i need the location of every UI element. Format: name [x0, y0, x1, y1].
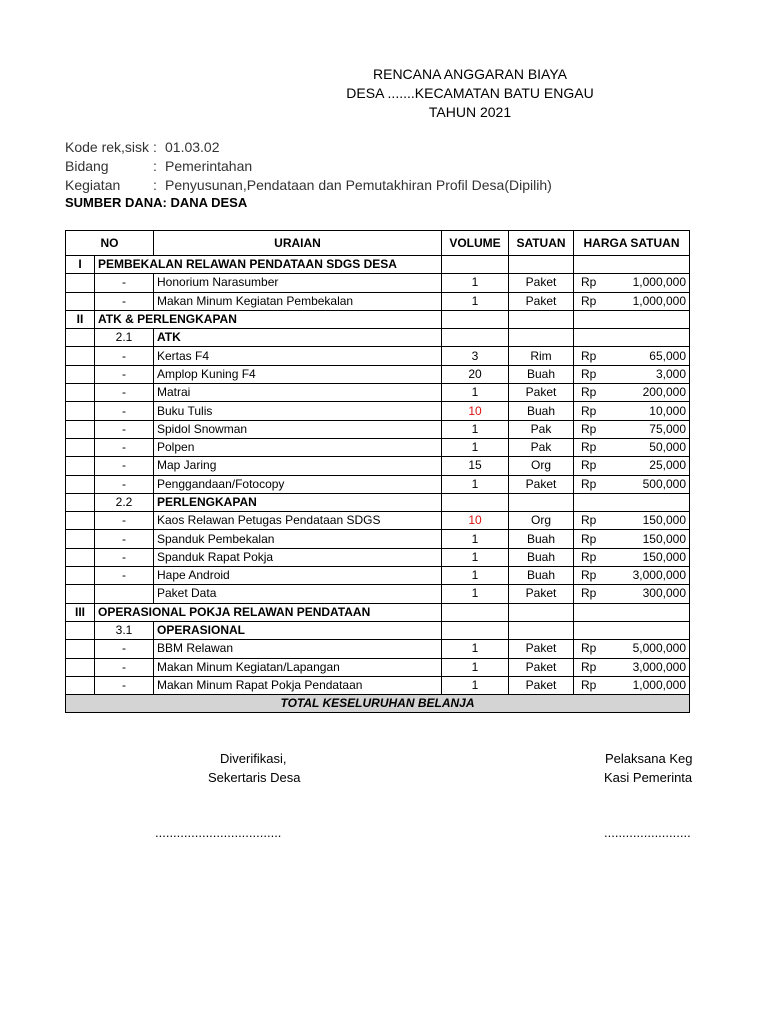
item-harga: 150,000: [642, 531, 686, 546]
item-harga-wrap: [577, 549, 686, 566]
item-volume: 1: [442, 420, 509, 438]
item-satuan: Paket: [509, 292, 574, 310]
item-rp: Rp: [581, 458, 597, 473]
item-rp: Rp: [581, 641, 597, 656]
item-volume: 1: [442, 292, 509, 310]
item-harga-cell: [574, 274, 690, 292]
item-rp: Rp: [581, 421, 597, 436]
info-label: Bidang: [65, 158, 109, 174]
doc-title-line1: RENCANA ANGGARAN BIAYA: [373, 66, 567, 82]
subsection-row: [66, 329, 690, 347]
item-uraian: Map Jaring: [154, 457, 442, 475]
item-satuan: Buah: [509, 402, 574, 420]
item-harga-cell: [574, 457, 690, 475]
info-value: 01.03.02: [165, 139, 220, 155]
item-satuan: Paket: [509, 640, 574, 658]
item-volume: 1: [442, 640, 509, 658]
section-title: ATK & PERLENGKAPAN: [95, 310, 442, 328]
item-uraian: Matrai: [154, 384, 442, 402]
item-satuan: Pak: [509, 438, 574, 456]
item-harga-wrap: [577, 567, 686, 584]
empty-cell: [66, 384, 95, 402]
item-harga-cell: [574, 365, 690, 383]
item-row: [66, 347, 690, 365]
empty-cell: [66, 438, 95, 456]
item-row: [66, 475, 690, 493]
item-satuan: Buah: [509, 530, 574, 548]
item-rp: Rp: [581, 549, 597, 564]
sig-left-line1: Diverifikasi,: [220, 751, 287, 766]
item-uraian: Spanduk Pembekalan: [154, 530, 442, 548]
item-harga: 5,000,000: [632, 641, 686, 656]
empty-cell: [66, 347, 95, 365]
item-no: -: [95, 438, 154, 456]
item-satuan: Buah: [509, 365, 574, 383]
item-rp: Rp: [581, 275, 597, 290]
subsection-title: ATK: [154, 329, 442, 347]
item-volume: 1: [442, 548, 509, 566]
item-harga-cell: [574, 512, 690, 530]
item-harga-wrap: [577, 659, 686, 676]
item-harga-cell: [574, 658, 690, 676]
item-harga: 3,000,000: [632, 568, 686, 583]
empty-cell: [509, 493, 574, 511]
item-harga-cell: [574, 475, 690, 493]
empty-cell: [509, 256, 574, 274]
item-satuan: Buah: [509, 567, 574, 585]
info-sep: :: [153, 158, 157, 174]
item-harga-wrap: [577, 366, 686, 383]
item-satuan: Buah: [509, 548, 574, 566]
section-title: PEMBEKALAN RELAWAN PENDATAAN SDGS DESA: [95, 256, 442, 274]
item-harga-wrap: [577, 293, 686, 310]
item-harga: 50,000: [649, 440, 686, 455]
empty-cell: [66, 548, 95, 566]
subsection-no: 3.1: [95, 621, 154, 639]
info-kode-rek: [65, 139, 220, 155]
item-uraian: Makan Minum Kegiatan/Lapangan: [154, 658, 442, 676]
item-harga-cell: [574, 640, 690, 658]
item-rp: Rp: [581, 385, 597, 400]
item-harga-cell: [574, 548, 690, 566]
item-no: -: [95, 384, 154, 402]
item-no: -: [95, 274, 154, 292]
empty-cell: [442, 603, 509, 621]
section-row: [66, 310, 690, 328]
empty-cell: [442, 621, 509, 639]
item-no: -: [95, 457, 154, 475]
item-uraian: Makan Minum Rapat Pokja Pendataan: [154, 676, 442, 694]
item-row: [66, 585, 690, 603]
item-uraian: Honorium Narasumber: [154, 274, 442, 292]
info-label: Kode rek,sisk: [65, 139, 150, 155]
col-harga: HARGA SATUAN: [574, 231, 690, 256]
sig-left-dots: ...................................: [155, 825, 282, 840]
sig-right-dots: ........................: [604, 825, 691, 840]
item-harga-wrap: [577, 677, 686, 694]
info-kegiatan: [65, 177, 552, 193]
item-volume: 1: [442, 438, 509, 456]
sig-right-line1: Pelaksana Keg: [605, 751, 693, 766]
empty-cell: [442, 493, 509, 511]
total-label: TOTAL KESELURUHAN BELANJA: [66, 695, 690, 713]
item-harga-cell: [574, 420, 690, 438]
item-row: [66, 438, 690, 456]
info-sep: :: [153, 139, 157, 155]
empty-cell: [509, 603, 574, 621]
item-row: [66, 658, 690, 676]
empty-cell: [66, 585, 95, 603]
item-satuan: Pak: [509, 420, 574, 438]
item-harga-wrap: [577, 274, 686, 291]
item-harga-cell: [574, 530, 690, 548]
item-harga-wrap: [577, 476, 686, 493]
subsection-title: OPERASIONAL: [154, 621, 442, 639]
item-no: -: [95, 420, 154, 438]
item-volume: 1: [442, 530, 509, 548]
item-no: -: [95, 640, 154, 658]
item-harga: 25,000: [649, 458, 686, 473]
item-satuan: Paket: [509, 384, 574, 402]
item-rp: Rp: [581, 348, 597, 363]
col-no: NO: [66, 231, 154, 256]
item-rp: Rp: [581, 403, 597, 418]
item-harga-cell: [574, 402, 690, 420]
item-harga: 1,000,000: [632, 275, 686, 290]
item-rp: Rp: [581, 586, 597, 601]
empty-cell: [574, 603, 690, 621]
item-harga-cell: [574, 676, 690, 694]
item-harga-cell: [574, 292, 690, 310]
item-harga-cell: [574, 347, 690, 365]
item-harga: 10,000: [649, 403, 686, 418]
item-row: [66, 676, 690, 694]
item-harga-cell: [574, 585, 690, 603]
subsection-title: PERLENGKAPAN: [154, 493, 442, 511]
empty-cell: [66, 658, 95, 676]
item-rp: Rp: [581, 513, 597, 528]
item-volume: 1: [442, 475, 509, 493]
item-harga-wrap: [577, 439, 686, 456]
item-volume: 1: [442, 676, 509, 694]
item-no: -: [95, 292, 154, 310]
item-rp: Rp: [581, 659, 597, 674]
empty-cell: [574, 310, 690, 328]
item-harga: 1,000,000: [632, 293, 686, 308]
item-rp: Rp: [581, 293, 597, 308]
item-uraian: Kaos Relawan Petugas Pendataan SDGS: [154, 512, 442, 530]
item-no: -: [95, 347, 154, 365]
subsection-row: [66, 493, 690, 511]
empty-cell: [574, 329, 690, 347]
info-sep: :: [153, 177, 157, 193]
empty-cell: [66, 640, 95, 658]
empty-cell: [574, 621, 690, 639]
item-no: [95, 585, 154, 603]
empty-cell: [66, 530, 95, 548]
item-volume: 20: [442, 365, 509, 383]
empty-cell: [66, 457, 95, 475]
info-label: Kegiatan: [65, 177, 121, 193]
empty-cell: [66, 420, 95, 438]
item-harga-cell: [574, 384, 690, 402]
empty-cell: [66, 567, 95, 585]
table-header-row: [66, 231, 690, 256]
item-harga: 1,000,000: [632, 677, 686, 692]
empty-cell: [509, 310, 574, 328]
subsection-no: 2.2: [95, 493, 154, 511]
item-volume: 3: [442, 347, 509, 365]
empty-cell: [66, 292, 95, 310]
empty-cell: [574, 493, 690, 511]
empty-cell: [66, 365, 95, 383]
item-rp: Rp: [581, 531, 597, 546]
item-satuan: Paket: [509, 658, 574, 676]
item-harga-wrap: [577, 585, 686, 602]
item-rp: Rp: [581, 366, 597, 381]
section-no: I: [66, 256, 95, 274]
empty-cell: [66, 676, 95, 694]
info-bidang: [65, 158, 252, 174]
col-uraian: URAIAN: [154, 231, 442, 256]
item-harga: 150,000: [642, 513, 686, 528]
item-harga-cell: [574, 567, 690, 585]
item-no: -: [95, 548, 154, 566]
item-harga-wrap: [577, 384, 686, 401]
item-harga-wrap: [577, 403, 686, 420]
item-satuan: Paket: [509, 475, 574, 493]
item-uraian: BBM Relawan: [154, 640, 442, 658]
item-row: [66, 292, 690, 310]
item-volume: 1: [442, 658, 509, 676]
empty-cell: [442, 329, 509, 347]
item-row: [66, 530, 690, 548]
total-row: [66, 695, 690, 713]
empty-cell: [66, 512, 95, 530]
item-volume: 10: [442, 402, 509, 420]
item-no: -: [95, 530, 154, 548]
item-harga-wrap: [577, 640, 686, 657]
item-satuan: Paket: [509, 274, 574, 292]
item-harga: 65,000: [649, 348, 686, 363]
item-row: [66, 274, 690, 292]
col-volume: VOLUME: [442, 231, 509, 256]
item-harga: 500,000: [642, 476, 686, 491]
item-harga: 300,000: [642, 586, 686, 601]
item-uraian: Penggandaan/Fotocopy: [154, 475, 442, 493]
item-row: [66, 402, 690, 420]
empty-cell: [66, 329, 95, 347]
col-satuan: SATUAN: [509, 231, 574, 256]
item-no: -: [95, 475, 154, 493]
item-row: [66, 384, 690, 402]
empty-cell: [442, 310, 509, 328]
item-rp: Rp: [581, 568, 597, 583]
info-value: Penyusunan,Pendataan dan Pemutakhiran Profil Desa(Dipilih): [165, 177, 552, 193]
section-row: [66, 603, 690, 621]
empty-cell: [442, 256, 509, 274]
item-satuan: Org: [509, 457, 574, 475]
subsection-no: 2.1: [95, 329, 154, 347]
item-rp: Rp: [581, 476, 597, 491]
empty-cell: [66, 621, 95, 639]
item-row: [66, 420, 690, 438]
section-no: III: [66, 603, 95, 621]
sig-right-line2: Kasi Pemerinta: [604, 770, 693, 785]
item-harga: 3,000: [655, 366, 686, 381]
item-harga-wrap: [577, 457, 686, 474]
item-harga: 150,000: [642, 549, 686, 564]
item-row: [66, 548, 690, 566]
item-harga: 3,000,000: [632, 659, 686, 674]
section-row: [66, 256, 690, 274]
empty-cell: [66, 493, 95, 511]
item-no: -: [95, 402, 154, 420]
item-uraian: Hape Android: [154, 567, 442, 585]
item-uraian: Kertas F4: [154, 347, 442, 365]
item-uraian: Polpen: [154, 438, 442, 456]
item-uraian: Amplop Kuning F4: [154, 365, 442, 383]
empty-cell: [66, 274, 95, 292]
item-harga-wrap: [577, 531, 686, 548]
item-volume: 1: [442, 274, 509, 292]
item-harga-wrap: [577, 421, 686, 438]
item-harga-wrap: [577, 512, 686, 529]
item-no: -: [95, 567, 154, 585]
empty-cell: [509, 329, 574, 347]
item-row: [66, 512, 690, 530]
item-harga: 75,000: [649, 421, 686, 436]
item-row: [66, 457, 690, 475]
empty-cell: [66, 402, 95, 420]
item-satuan: Paket: [509, 676, 574, 694]
info-value: Pemerintahan: [165, 158, 253, 174]
item-no: -: [95, 676, 154, 694]
item-harga-wrap: [577, 348, 686, 365]
item-row: [66, 567, 690, 585]
item-no: -: [95, 365, 154, 383]
item-uraian: Spanduk Rapat Pokja: [154, 548, 442, 566]
empty-cell: [509, 621, 574, 639]
section-no: II: [66, 310, 95, 328]
empty-cell: [66, 475, 95, 493]
item-volume: 1: [442, 384, 509, 402]
item-uraian: Spidol Snowman: [154, 420, 442, 438]
item-no: -: [95, 658, 154, 676]
empty-cell: [574, 256, 690, 274]
item-uraian: Buku Tulis: [154, 402, 442, 420]
sumber-dana: SUMBER DANA: DANA DESA: [65, 195, 248, 210]
item-no: -: [95, 512, 154, 530]
sig-left-line2: Sekertaris Desa: [208, 770, 301, 785]
item-volume: 10: [442, 512, 509, 530]
item-volume: 1: [442, 585, 509, 603]
item-volume: 15: [442, 457, 509, 475]
subsection-row: [66, 621, 690, 639]
doc-title-line2: DESA .......KECAMATAN BATU ENGAU: [346, 85, 594, 101]
section-title: OPERASIONAL POKJA RELAWAN PENDATAAN: [95, 603, 442, 621]
item-harga: 200,000: [642, 385, 686, 400]
item-satuan: Paket: [509, 585, 574, 603]
item-rp: Rp: [581, 677, 597, 692]
item-satuan: Rim: [509, 347, 574, 365]
item-satuan: Org: [509, 512, 574, 530]
item-uraian: Makan Minum Kegiatan Pembekalan: [154, 292, 442, 310]
item-uraian: Paket Data: [154, 585, 442, 603]
item-row: [66, 365, 690, 383]
item-volume: 1: [442, 567, 509, 585]
item-row: [66, 640, 690, 658]
item-rp: Rp: [581, 440, 597, 455]
item-harga-cell: [574, 438, 690, 456]
budget-table: [65, 230, 690, 713]
doc-title-line3: TAHUN 2021: [428, 104, 512, 120]
